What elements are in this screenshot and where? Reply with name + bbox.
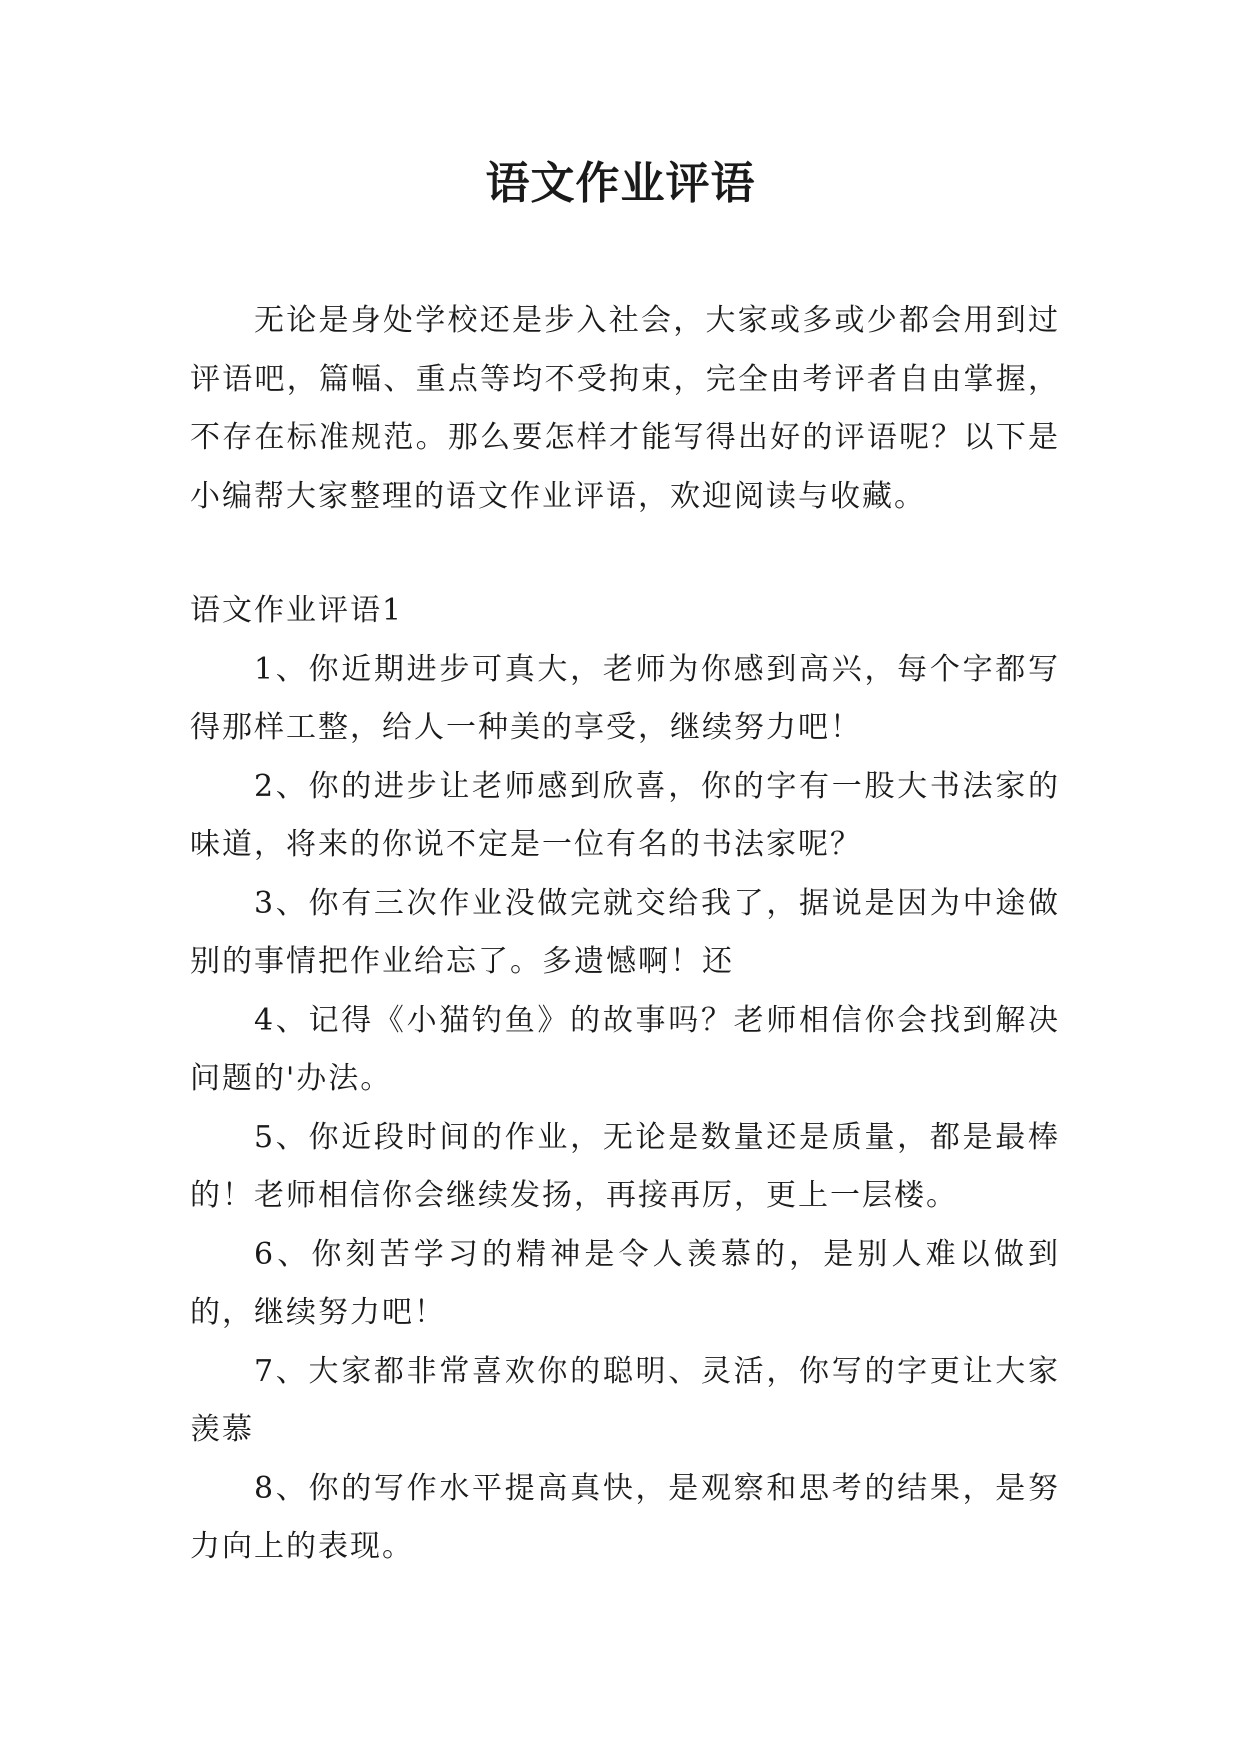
section-heading: 语文作业评语1 xyxy=(190,593,404,628)
comment-item-7: 7、大家都非常喜欢你的聪明、灵活，你写的字更让大家羡慕 xyxy=(190,1353,1060,1447)
comment-item-3: 3、你有三次作业没做完就交给我了，据说是因为中途做别的事情把作业给忘了。多遗憾啊！还 xyxy=(190,885,1060,979)
comment-item-6: 6、你刻苦学习的精神是令人羡慕的，是别人难以做到的，继续努力吧！ xyxy=(190,1236,1060,1330)
document-body xyxy=(190,292,1060,1577)
intro-paragraph: 无论是身处学校还是步入社会，大家或多或少都会用到过评语吧，篇幅、重点等均不受拘束，完全由考评者自由掌握，不存在标准规范。那么要怎样才能写得出好的评语呢？以下是小编帮大家整理的语文作业评语，欢迎阅读与收藏。 xyxy=(190,303,1060,514)
comment-item-5: 5、你近段时间的作业，无论是数量还是质量，都是最棒的！老师相信你会继续发扬，再接再厉，更上一层楼。 xyxy=(190,1119,1060,1213)
comment-item-2: 2、你的进步让老师感到欣喜，你的字有一股大书法家的味道，将来的你说不定是一位有名的书法家呢？ xyxy=(190,768,1060,862)
comment-item-8: 8、你的写作水平提高真快，是观察和思考的结果，是努力向上的表现。 xyxy=(190,1470,1060,1564)
comment-item-4: 4、记得《小猫钓鱼》的故事吗？老师相信你会找到解决问题的'办法。 xyxy=(190,1002,1060,1096)
document-title: 语文作业评语 xyxy=(485,158,756,209)
comment-item-1: 1、你近期进步可真大，老师为你感到高兴，每个字都写得那样工整，给人一种美的享受，继续努力吧！ xyxy=(190,651,1060,745)
